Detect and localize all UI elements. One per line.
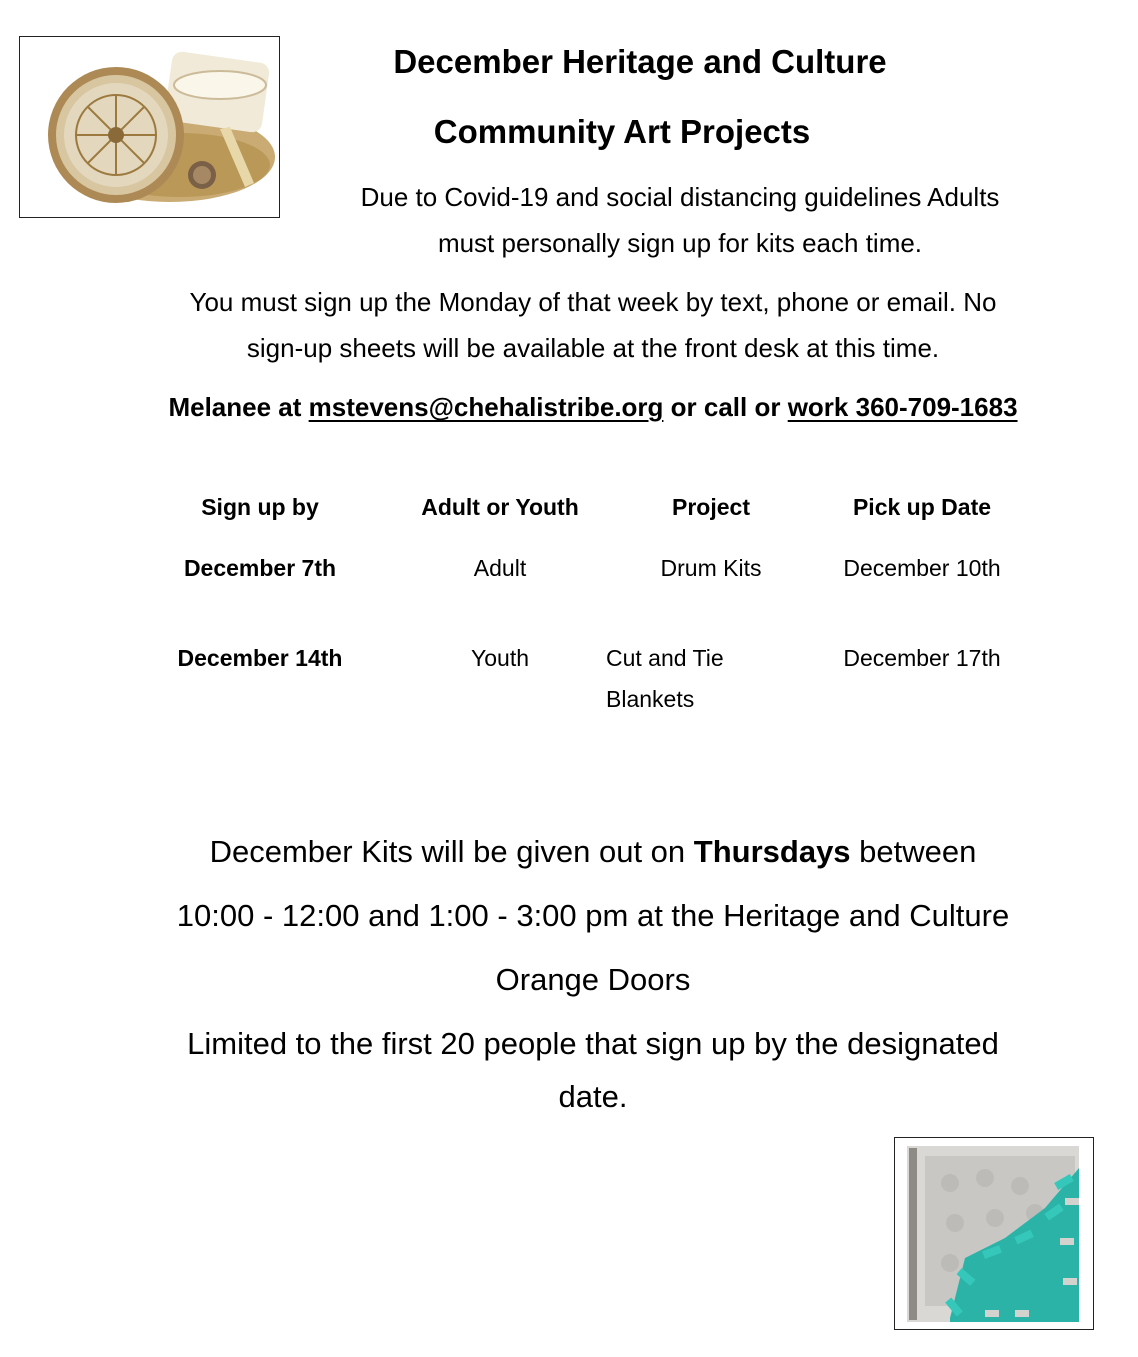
contact-name: Melanee at	[168, 392, 309, 422]
row-project: Cut and Tie	[606, 645, 724, 671]
intro-line2: must personally sign up for kits each time.	[437, 228, 923, 258]
details-line3: Orange Doors	[495, 962, 691, 997]
page-title-line2: Community Art Projects	[433, 113, 811, 150]
details-line5: date.	[558, 1079, 628, 1114]
details-line4: Limited to the first 20 people that sign up by the designated	[187, 1026, 999, 1061]
details-line1	[80, 832, 1106, 872]
row-signup-date: December 14th	[177, 645, 343, 671]
contact-middle-text: or call or	[663, 392, 788, 422]
details-line2: 10:00 - 12:00 and 1:00 - 3:00 pm at the Heritage and Culture	[176, 898, 1010, 933]
tie-blanket-photo-icon	[895, 1138, 1092, 1328]
column-header-project: Project	[672, 494, 750, 520]
row-signup-date: December 7th	[183, 555, 337, 581]
row-project-line2: Blankets	[606, 686, 695, 712]
intro-line3: You must sign up the Monday of that week by text, phone or email. No	[189, 287, 997, 317]
row-audience: Adult	[473, 555, 527, 581]
drum-photo-frame	[19, 36, 280, 218]
row-pickup-date: December 10th	[843, 555, 1001, 581]
details-line1-end: between	[850, 834, 977, 869]
column-header-signup: Sign up by	[201, 494, 319, 520]
details-line1-start: December Kits will be given out on	[209, 834, 694, 869]
row-audience: Youth	[471, 645, 529, 671]
row-pickup-date: December 17th	[843, 645, 1001, 671]
row-project: Drum Kits	[660, 555, 762, 581]
contact-line	[40, 388, 1138, 426]
contact-phone-link[interactable]: work 360-709-1683	[787, 392, 1018, 422]
intro-line4: sign-up sheets will be available at the front desk at this time.	[246, 333, 940, 363]
intro-line1: Due to Covid-19 and social distancing guidelines Adults	[360, 182, 1000, 212]
column-header-pickup: Pick up Date	[852, 494, 992, 520]
contact-email-link[interactable]: mstevens@chehalistribe.org	[308, 392, 664, 422]
details-day: Thursdays	[693, 834, 851, 869]
blanket-photo-frame	[894, 1137, 1094, 1330]
page-title-line1: December Heritage and Culture	[393, 43, 887, 80]
column-header-audience: Adult or Youth	[421, 494, 579, 520]
hand-drum-photo-icon	[20, 37, 278, 216]
